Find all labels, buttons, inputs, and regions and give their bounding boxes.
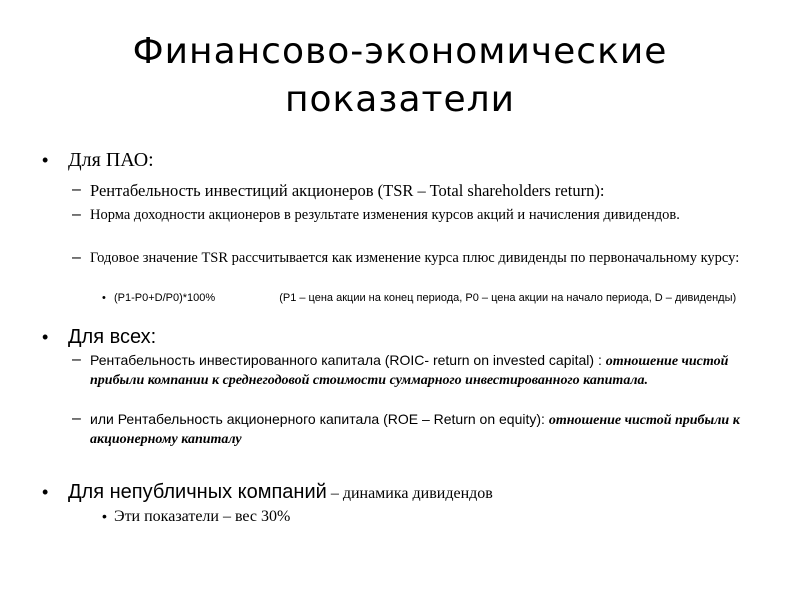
bullet-icon: • xyxy=(42,150,49,170)
dash-icon: – xyxy=(72,181,81,198)
formula-note: (P1 – цена акции на конец периода, P0 – цена акции на начало периода, D – дивиденды) xyxy=(279,292,737,304)
sub-annual-text: Годовое значение TSR рассчитывается как изменение курса плюс дивиденды по первоначальному курсу: xyxy=(90,250,740,266)
bullet-icon: • xyxy=(42,482,49,502)
title-line-1: Финансово-экономические xyxy=(132,31,668,72)
bullet-private-line xyxy=(68,480,742,506)
sub-roe xyxy=(72,410,740,449)
bullet-private xyxy=(42,480,742,506)
bullet-icon: • xyxy=(102,508,107,524)
sub-roe-text xyxy=(90,410,740,449)
private-dynamics: – динамика дивидендов xyxy=(326,485,493,502)
sub-tsr xyxy=(72,181,740,201)
bullet-icon: • xyxy=(102,292,106,304)
roic-bold: отношение чистой прибыли компании к среднегодовой стоимости суммарного инвестированного капитала. xyxy=(90,354,729,388)
roe-bold: отношение чистой прибыли к акционерному капиталу xyxy=(90,413,740,447)
bullet-all-label: Для всех: xyxy=(68,326,157,348)
bullet-pao-label: Для ПАО: xyxy=(68,149,154,171)
slide-title xyxy=(40,28,760,124)
sub-yield-text: Норма доходности акционеров в результате изменения курсов акций и начисления дивидендов. xyxy=(90,207,680,223)
sub-tsr-text: Рентабельность инвестиций акционеров (TSR – Total shareholders return): xyxy=(90,181,605,200)
sub-yield xyxy=(72,206,740,225)
sub-annual xyxy=(72,249,740,268)
sub-weight xyxy=(102,507,742,527)
roic-plain: Рентабельность инвестированного капитала (ROIC- return on invested capital) : xyxy=(90,352,606,368)
sub-formula xyxy=(102,291,742,306)
sub-roic-text xyxy=(90,351,740,390)
formula-text: (P1-P0+D/P0)*100% xyxy=(114,292,216,304)
title-line-2: показатели xyxy=(284,79,516,120)
roe-plain: или Рентабельность акционерного капитала (ROE – Return on equity): xyxy=(90,411,549,427)
dash-icon: – xyxy=(72,206,81,223)
sub-roic xyxy=(72,351,740,390)
bullet-all xyxy=(42,325,742,349)
dash-icon: – xyxy=(72,351,81,368)
bullet-icon: • xyxy=(42,327,49,347)
formula-line xyxy=(114,291,742,306)
bullet-pao xyxy=(42,148,742,172)
bullet-private-label: Для непубличных компаний xyxy=(68,481,327,503)
sub-weight-text: Эти показатели – вес 30% xyxy=(114,508,291,525)
dash-icon: – xyxy=(72,410,81,427)
dash-icon: – xyxy=(72,249,81,266)
